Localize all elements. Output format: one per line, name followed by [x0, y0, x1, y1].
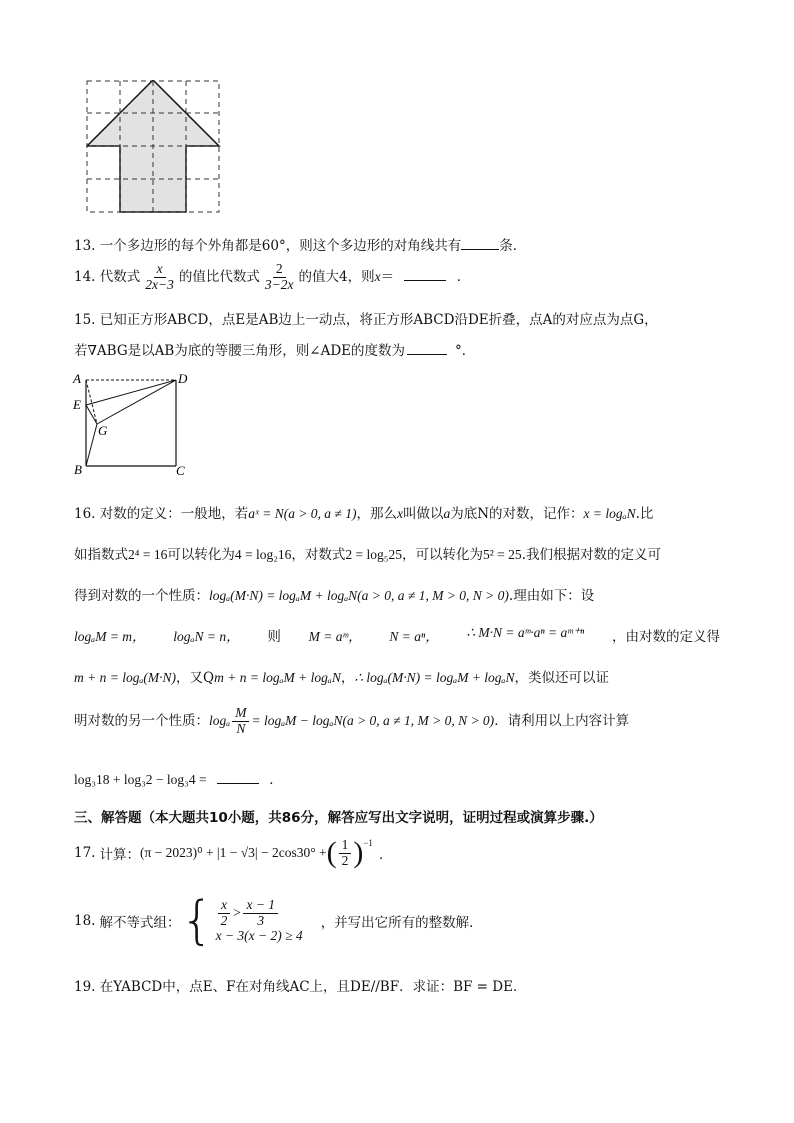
- fraction-M-N: $\frac{M}{N}$: [232, 706, 249, 737]
- fraction-2: $\frac{2}{3-2x}$: [264, 261, 294, 292]
- question-16-line5: m + n = logₐ(M·N)，又Qm + n = logₐM + logₐN，∴ logₐ(M·N) = logₐM + logₐN，类似还可以证: [74, 670, 610, 686]
- label-A: A: [73, 371, 81, 386]
- question-19: 19. 在YABCD中，点E、F在对角线AC上，且DE//BF．求证：BF = DE．: [74, 979, 527, 995]
- question-16-line2: 如指数式2⁴ = 16可以转化为4 = log₂16，对数式2 = log₅25，可以转化为5² = 25.我们根据对数的定义可: [74, 547, 661, 563]
- question-14: 14. 代数式 $\frac{x}{2x-3}$ 的值比代数式 $\frac{2}{3-2x}$ 的值大4，则x＝ ．: [74, 261, 471, 292]
- question-16-line7: log₃18 + log₃2 − log₃4 = ．: [74, 772, 283, 788]
- arrow-grid-figure: [86, 80, 224, 215]
- question-18: 18. 解不等式组： { $\frac{x}{2}$ > $\frac{x - 1}{3}$ x − 3(x − 2) ≥ 4 ，并写出它所有的整数解．: [74, 891, 483, 951]
- label-E: E: [73, 397, 81, 412]
- label-B: B: [74, 462, 82, 477]
- answer-blank: [404, 268, 446, 281]
- label-D: D: [178, 371, 188, 386]
- fraction-1: $\frac{x}{2x-3}$: [145, 261, 174, 292]
- question-15-line2: 若∇ABG是以AB为底的等腰三角形，则∠ADE的度数为 °．: [74, 343, 476, 359]
- question-16-line6: 明对数的另一个性质：logₐ $\frac{M}{N}$ = logₐM − logₐN(a > 0, a ≠ 1, M > 0, N > 0)．请利用以上内容计算: [74, 705, 630, 736]
- question-15-line1: 15. 已知正方形ABCD，点E是AB边上一动点，将正方形ABCD沿DE折叠，点A的对应点为点G，: [74, 312, 658, 328]
- question-16-line1: 16. 对数的定义：一般地，若aˣ = N(a > 0, a ≠ 1)，那么x叫做以a为底N的对数，记作：x = logₐN.比: [74, 506, 654, 522]
- label-C: C: [176, 463, 185, 478]
- square-fold-figure: [70, 368, 195, 478]
- answer-blank: [217, 771, 259, 784]
- answer-blank: [407, 342, 447, 355]
- question-13: 13. 一个多边形的每个外角都是60°，则这个多边形的对角线共有 条．: [74, 238, 527, 254]
- label-G: G: [98, 423, 108, 438]
- question-17: 17. 计算： (π − 2023)⁰ + |1 − √3| − 2cos30° + ( $\frac{1}{2}$ ) $^{-1}$ ．: [74, 836, 393, 870]
- question-16-line3: 得到对数的一个性质：logₐ(M·N) = logₐM + logₐN(a > 0, a ≠ 1, M > 0, N > 0).理由如下：设: [74, 588, 595, 604]
- answer-blank: [461, 237, 499, 250]
- section-3-heading: 三、解答题（本大题共10小题，共86分，解答应写出文字说明，证明过程或演算步骤.）: [74, 810, 603, 826]
- dashed-grid: [87, 81, 219, 212]
- question-16-line4: logₐM = m， logₐN = n， 则 M = aᵐ， N = aⁿ， ∴ M·N = aᵐ·aⁿ = aᵐ⁺ⁿ ，由对数的定义得: [74, 625, 720, 645]
